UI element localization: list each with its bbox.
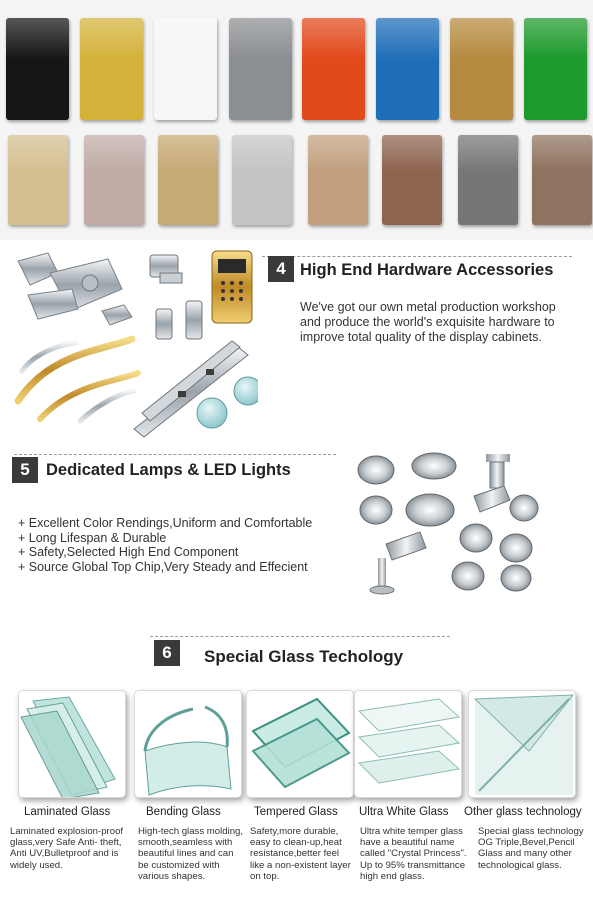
hardware-section-title: High End Hardware Accessories xyxy=(300,261,554,279)
metallic-swatch xyxy=(308,135,368,225)
metallic-swatch xyxy=(458,135,518,225)
glass-sample-image xyxy=(134,690,242,798)
glass-description-line: smooth,seamless with xyxy=(138,837,233,849)
glass-description-line: glass,very Safe Anti- theft, xyxy=(10,837,122,849)
glass-description-line: like a non-existent layer xyxy=(250,859,351,871)
color-swatch-panel xyxy=(0,0,593,240)
color-swatch xyxy=(154,18,217,120)
glass-description-line: Laminated explosion-proof xyxy=(10,826,124,837)
glass-type-description xyxy=(138,826,254,882)
metallic-swatch xyxy=(382,135,442,225)
glass-sample-image xyxy=(354,690,462,798)
glass-type-name: Laminated Glass xyxy=(24,806,111,818)
color-swatch xyxy=(80,18,143,120)
glass-sample-image xyxy=(18,690,126,798)
glass-description-line: easy to clean-up,heat xyxy=(250,837,342,849)
glass-description-line: OG Triple,Bevel,Pencil xyxy=(478,837,575,849)
lamps-section-title: Dedicated Lamps & LED Lights xyxy=(46,461,291,479)
glass-description-line: called "Crystal Princess". xyxy=(360,848,467,860)
lamps-feature-list xyxy=(18,516,312,574)
metallic-swatch xyxy=(84,135,144,225)
glass-type-description xyxy=(360,826,476,882)
glass-description-line: resistance,better feel xyxy=(250,848,340,860)
lamps-feature-item: + Safety,Selected High End Component xyxy=(18,545,239,559)
metallic-swatch xyxy=(8,135,68,225)
hardware-description-line: We've got our own metal production workshop xyxy=(300,300,556,314)
glass-divider xyxy=(150,636,450,637)
glass-sample-image xyxy=(246,690,354,798)
hardware-description-line: and produce the world's exquisite hardware to xyxy=(300,315,555,329)
color-swatch xyxy=(376,18,439,120)
glass-description-line: high end glass. xyxy=(360,870,425,882)
glass-description-line: be customized with xyxy=(138,859,220,871)
metallic-swatch xyxy=(158,135,218,225)
glass-type-name: Bending Glass xyxy=(146,806,221,818)
hardware-section-number: 4 xyxy=(268,256,294,282)
glass-description-line: High-tech glass molding, xyxy=(138,826,244,837)
glass-description-line: technological glass. xyxy=(478,859,562,871)
color-swatch xyxy=(229,18,292,120)
glass-description-line: widely used. xyxy=(10,859,63,871)
glass-type-name: Tempered Glass xyxy=(254,806,338,818)
glass-description-line: Safety,more durable, xyxy=(250,826,339,837)
hardware-divider xyxy=(262,256,572,257)
glass-section-number: 6 xyxy=(154,640,180,666)
color-swatch xyxy=(302,18,365,120)
lamps-feature-item: + Source Global Top Chip,Very Steady and Effecient xyxy=(18,559,308,574)
glass-sample-image xyxy=(468,690,576,798)
glass-description-line: Glass and many other xyxy=(478,848,572,860)
color-swatch xyxy=(450,18,513,120)
glass-type-name: Ultra White Glass xyxy=(359,806,449,818)
lamps-feature-item: + Excellent Color Rendings,Uniform and Comfortable xyxy=(18,516,313,530)
glass-description-line: Up to 95% transmittance xyxy=(360,859,466,871)
hardware-description xyxy=(300,300,556,345)
hardware-description-line: improve total quality of the display cabinets. xyxy=(300,330,542,344)
glass-type-description xyxy=(10,826,126,871)
glass-type-description xyxy=(478,826,593,871)
glass-type-description xyxy=(250,826,366,882)
glass-description-line: have a beautiful name xyxy=(360,837,455,849)
lamps-section-number: 5 xyxy=(12,457,38,483)
lamps-divider xyxy=(14,454,336,455)
glass-description-line: beautiful lines and can xyxy=(138,848,234,860)
color-swatch xyxy=(6,18,69,120)
glass-description-line: Ultra white temper glass xyxy=(360,826,463,837)
led-lights-photo-collage xyxy=(356,448,542,600)
metallic-swatch xyxy=(532,135,592,225)
glass-description-line: various shapes. xyxy=(138,870,206,882)
metallic-swatch xyxy=(232,135,292,225)
glass-description-line: Anti UV,Bulletproof and is xyxy=(10,848,119,860)
glass-type-name: Other glass technology xyxy=(464,806,582,818)
glass-description-line: Special glass technology xyxy=(478,826,584,837)
glass-description-line: on top. xyxy=(250,870,280,882)
glass-section-title: Special Glass Techology xyxy=(204,647,404,666)
hardware-photo-collage xyxy=(10,243,258,438)
lamps-feature-item: + Long Lifespan & Durable xyxy=(18,530,167,545)
color-swatch xyxy=(524,18,587,120)
